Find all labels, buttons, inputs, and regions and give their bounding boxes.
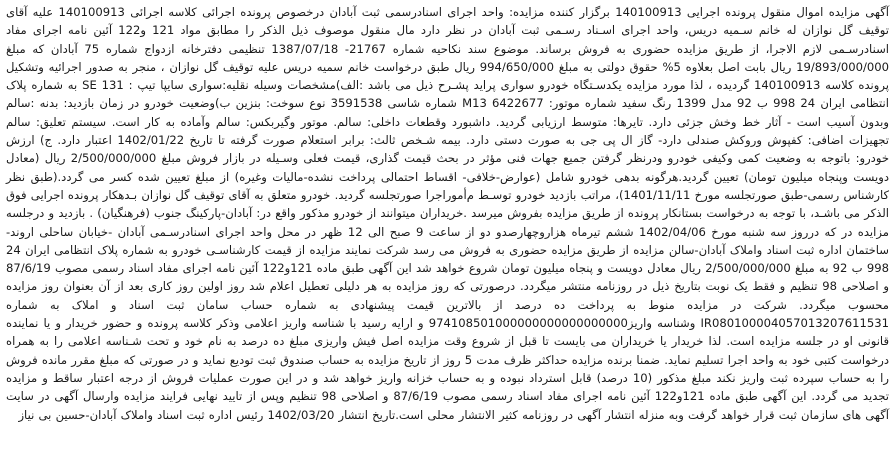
notice-body-text: آگهی مزایده اموال منقول پرونده اجرایی 140100913 برگزار کننده مزایده: واحد اجرای اسنادرسمی ثبت آبادان درخصوص پرونده اجرائی کلاسه اجرائی 140100913 علیه آقای توقیف گل نوازان له خانم سـمیه دریس، واحد اجرای اسـناد رسـمی ثبت آبادان در نظر دارد مال منقول موصوف ذیل الذکر را مطابق مواد 121 و122 آئین نامه اجرای مفاد اسنادرسـمی لازم الاجرا، از طریق مزایده حضوری به فروش برساند. موضوع سند نکاحیه شماره 21767- 1387/07/18 تنظیمی دفترخانه ازدواج شماره 75 آبادان که مبلغ 19/893/000/000 ریال بابت اصل بعلاوه 5% حقوق دولتی به مبلغ 994/650/000 ریال طبق درخواست خانم سمیه دریس علیه توقیف گل نوازان ، منجر به صدور اجرائیه وتشکیل پرونده کلاسه 140100913 گردیده ، لذا مورد مزایده یکدسـتگاه خودرو سواری پراید پشـرح ذیل می باشد :الف)مشخصات وسیله نقلیه:سواری سایپا تیپ : SE 131 به شماره پلاک انتظامی ایران 24 998 ب 92 مدل 1399 رنگ سفید شماره موتور: 6422677 M13 شماره شاسی 3591538 نوع سوخت: بنزین ب)وضعیت خودرو در زمان بازدید: بدنه :سالم وبدون آسیب است - آثار خط وخش جزئی دارد. تایرها: متوسط ارزیابی گردید. داشبورد وقطعات داخلی: سالم. موتور وگیربکس: سالم وآماده به کار است. سیستم تعلیق: سالم تجهیزات اضافی: کفپوش وروکش صندلی دارد- گاز ال پی جی به صورت دستی دارد. بیمه شـخص ثالث: برابر استعلام صورت گرفته تا تاریخ 1402/01/22 اعتبار دارد. ج) ارزش خودرو: باتوجه به وضعیت کمی وکیفی خودرو ودرنظر گرفتن جمیع جهات فنی مؤثر در بحث قیمت گذاری، قیمت فعلی وسـیله در بازار فروش مبلغ 2/500/000/000 ریال (معادل دویست وپنجاه میلیون تومان) تعیین گردید.هرگونه بدهی خودرو شامل (عوارض-خلافی- اقساط احتمالی پرداخت نشده-مالیات وغیره) از مبلغ تعیین شده کسر می گردد.(طبق نظر کارشناس رسمی-طبق صورتجلسه مورخ 1401/11/11)، مراتب بازدید خودرو توسـط م‌أموراجرا صورتجلسه گردید. خودرو متعلق به آقای توقیف گل نوازان بـدهکار پرونده اجرایی فوق الذکر می باشـد، با توجه به درخواست بستانکار پرونده از طریق مزایده بفروش میرسد .خریداران میتوانند از خودرو مذکور واقع در: آبادان-پارکینگ جنوب (فرهنگیان) . بازدید و درجلسه مزایده در که درروز سه شنبه مورخ 1402/04/06 ششم تیرماه هزاروچهارصدو دو از ساعت 9 صبح الی 12 ظهر در محل واحد اجرای اسنادرسـمی آبادان -خیابان ساحلی اروند-ساختمان اداره ثبت اسناد واملاک آبادان-سالن مزایده از طریق مزایده حضوری به فروش می رسد شرکت نمایند مزایده از قیمت کارشناسـی خودرو به شماره پلاک انتظامی ایران 24 998 ب 92 به مبلغ 2/500/000/000 ریال معادل دویست و پنجاه میلیون تومان شروع خواهد شد این آگهی طبق ماده 121و122 آئین نامه اجرای مفاد اسناد رسمی مصوب 87/6/19 و اصلاحی 98 تنظیم و فقط یک نوبت بتاریخ ذیل در روزنامه منتشر میگردد. درصورتی که روز مزایده به هر دلیلی تعطیل اعلام شد روز اولین روز کاری بعد از آن بعنوان روز مزایده محسوب میگردد. شرکت در مزایده منوط به پرداخت ده درصد از بالاترین قیمت پیشنهادی به شماره حساب سامان ثبت اسناد و املاک به شماره IR080100004057013207611531 وشناسه واریز974108501000000000000000000 و ارایه رسید با شناسه واریز اعلامی وذکر کلاسه پرونده و حضور خریدار و یا نماینده قانونی او در جلسه مزایده است. لذا خریدار یا خریداران می بایست تا قبل از شروع وقت مزایده اصل فیش واریزی مبلغ ده درصد به نام خود و تحت شـناسه اعلامی را به همراه درخواست کتبی خود به واحد اجرا تسلیم نماید. ضمنا برنده مزایده حداکثر ظرف مدت 5 روز از تاریخ مزایده به حساب صندوق ثبت تودیع نماید و در صورتی که مبلغ مقرر مانده فروش را به حساب سپرده ثبت واریز نکند مبلغ مذکور (10 درصد) قابل استرداد نبوده و به حساب خزانه واریز خواهد شد و در این صورت عملیات فروش از درجه اعتبار ساقط و مزایده تجدید می گردد. این آگهی طبق ماده 121و122 آئین نامه اجرای مفاد اسناد رسمی مصوب 87/6/19 و اصلاحی 98 تنظیم وپس از تایید نهایی فرایند مزایده وارسال آگهی در سایت آگهی های سازمان ثبت قرار خواهد گرفت وبه منزله انتشار آگهی در روزنامه کثیر الانتشار محلی است.تاریخ انتشار 1402/03/20 رئیس اداره ثبت اسناد واملاک آبادان-حسین بی نیاز [6, 5, 890, 422]
